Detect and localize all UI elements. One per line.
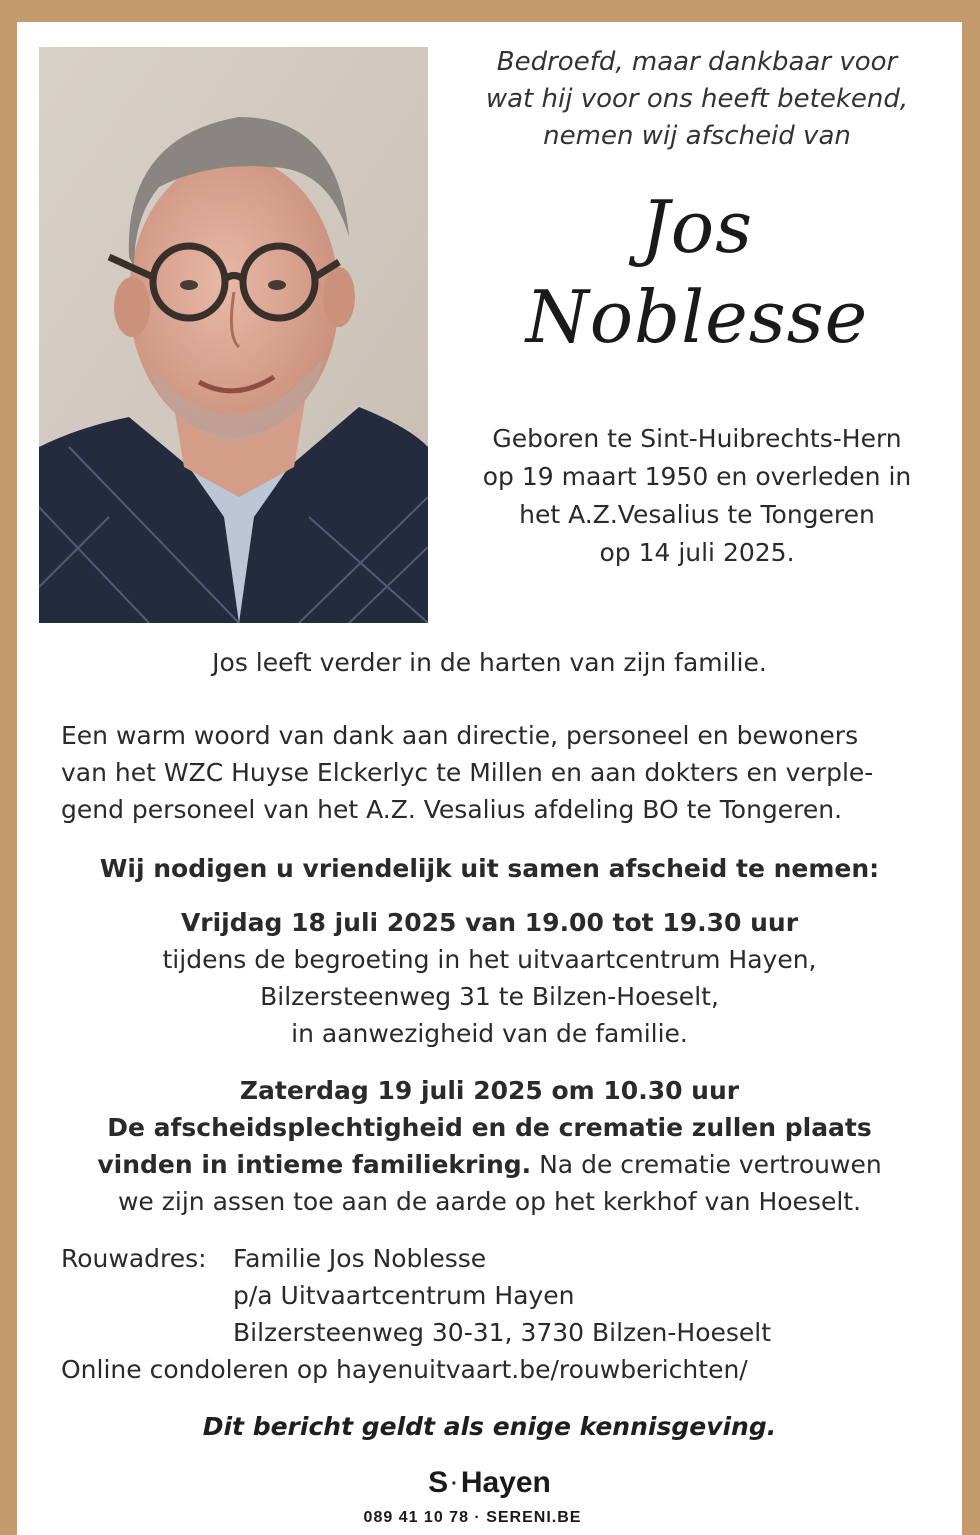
event-ceremony	[17, 1072, 962, 1220]
mourning-address	[61, 1240, 941, 1388]
intro-line: nemen wij afscheid van	[543, 121, 851, 151]
address-line: Bilzersteenweg 30-31, 3730 Bilzen-Hoeselt	[233, 1318, 772, 1347]
birth-line: het A.Z.Vesalius te Tongeren	[519, 500, 875, 529]
event-line: Bilzersteenweg 31 te Bilzen-Hoeselt,	[260, 982, 719, 1011]
thanks-line: van het WZC Huyse Elckerlyc te Millen en aan dokters en verple-	[61, 758, 874, 787]
thanks-text	[61, 717, 941, 828]
birth-line: op 14 juli 2025.	[599, 538, 795, 567]
event-bold-part: vinden in intieme familiekring.	[97, 1150, 532, 1179]
event-line: in aanwezigheid van de familie.	[291, 1019, 688, 1048]
logo-s: S	[428, 1466, 449, 1499]
obituary-card	[17, 22, 962, 1535]
first-name: Jos	[640, 185, 754, 269]
portrait-photo	[39, 47, 428, 623]
event-line	[17, 1146, 962, 1183]
logo-dot: ·	[451, 1472, 458, 1495]
last-name: Noblesse	[525, 275, 869, 359]
intro-line: Bedroefd, maar dankbaar voor	[496, 47, 898, 77]
intro-line: wat hij voor ons heeft betekend,	[485, 84, 909, 114]
event-line: tijdens de begroeting in het uitvaartcentrum Hayen,	[162, 945, 817, 974]
deceased-name	[447, 182, 947, 362]
birth-line: Geboren te Sint-Huibrechts-Hern	[492, 424, 902, 453]
address-line: Familie Jos Noblesse	[233, 1244, 487, 1273]
online-condolence-link[interactable]: Online condoleren op hayenuitvaart.be/rouwberichten/	[61, 1355, 748, 1384]
event-rest-part: Na de crematie vertrouwen	[531, 1150, 882, 1179]
notice-text: Dit bericht geldt als enige kennisgeving.	[202, 1412, 777, 1441]
event-date: Zaterdag 19 juli 2025 om 10.30 uur	[239, 1076, 740, 1105]
event-date: Vrijdag 18 juli 2025 van 19.00 tot 19.30 uur	[180, 908, 799, 937]
birth-line: op 19 maart 1950 en overleden in	[482, 462, 912, 491]
event-line: we zijn assen toe aan de aarde op het kerkhof van Hoeselt.	[117, 1187, 862, 1216]
birth-death-info	[447, 420, 947, 572]
footer-contact: 089 41 10 78 · SERENI.BE	[295, 1500, 650, 1535]
memory-text: Jos leeft verder in de harten van zijn familie.	[212, 648, 767, 677]
event-line: De afscheidsplechtigheid en de crematie zullen plaats	[107, 1113, 872, 1142]
intro-text	[447, 44, 947, 155]
thanks-line: Een warm woord van dank aan directie, personeel en bewoners	[61, 721, 859, 750]
thanks-line: gend personeel van het A.Z. Vesalius afdeling BO te Tongeren.	[61, 795, 843, 824]
logo-name: Hayen	[460, 1466, 551, 1499]
event-visitation	[17, 904, 962, 1052]
address-label: Rouwadres:	[61, 1244, 207, 1273]
invitation-text: Wij nodigen u vriendelijk uit samen afscheid te nemen:	[99, 854, 880, 883]
hayen-logo	[17, 1466, 962, 1500]
address-line: p/a Uitvaartcentrum Hayen	[233, 1281, 575, 1310]
